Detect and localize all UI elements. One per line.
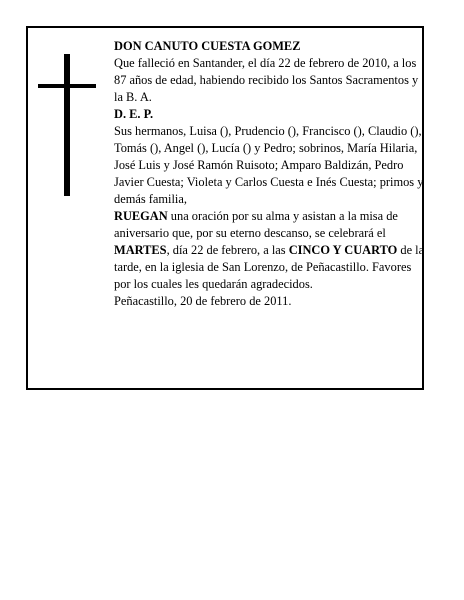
deceased-name: DON CANUTO CUESTA GOMEZ xyxy=(114,39,301,53)
rip-line: D. E. P. xyxy=(114,107,154,121)
request-text-3: de la tarde, en la iglesia de San Lorenzo, de Peñacastillo. Favores por los cuales les quedarán agradecidos. xyxy=(114,243,425,291)
request-text-2: , día 22 de febrero, a las xyxy=(166,243,289,257)
mass-request xyxy=(114,208,426,293)
cross-icon-horizontal-bar xyxy=(38,84,96,88)
death-info: Que falleció en Santander, el día 22 de febrero de 2010, a los 87 años de edad, habiendo recibido los Santos Sacramentos y la B. A. xyxy=(114,56,419,104)
day-word: MARTES xyxy=(114,243,167,257)
request-text-1: una oración por su alma y asistan a la misa de aniversario que, por su eterno descanso, se celebrará el xyxy=(114,209,398,240)
family-list: Sus hermanos, Luisa (), Prudencio (), Francisco (), Claudio (), Tomás (), Angel (), Lucía () y Pedro; sobrinos, María Hilaria, José Luis y José Ramón Ruisoto; Amparo Baldizán, Pedro Javier Cuesta; Violeta y Carlos Cuesta e Inés Cuesta; primos y demás familia, xyxy=(114,124,424,206)
obituary-text xyxy=(114,38,426,310)
cross-icon-vertical-bar xyxy=(64,54,70,196)
time-word: CINCO Y CUARTO xyxy=(288,243,398,257)
place-date: Peñacastillo, 20 de febrero de 2011. xyxy=(114,294,292,308)
request-word: RUEGAN xyxy=(114,209,168,223)
